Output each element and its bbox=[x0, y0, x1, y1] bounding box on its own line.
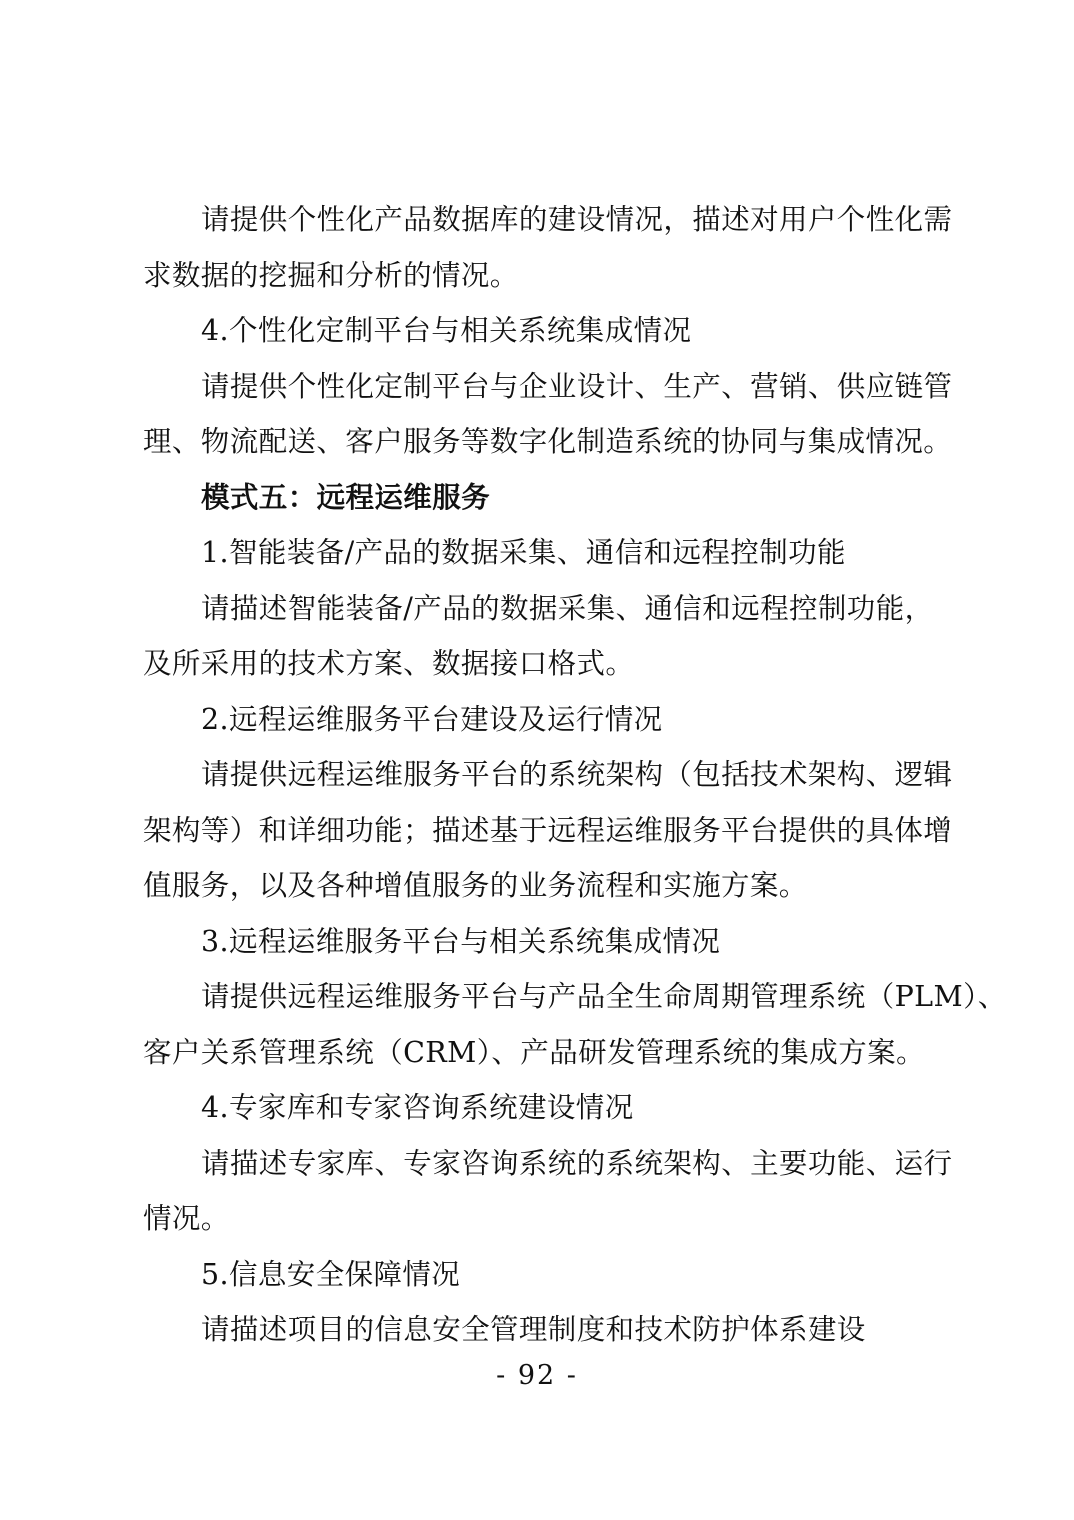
text-line: 3.远程运维服务平台与相关系统集成情况 bbox=[201, 924, 721, 958]
text-line: 请描述智能装备/产品的数据采集、通信和远程控制功能， bbox=[201, 591, 934, 625]
text-line: 求数据的挖掘和分析的情况。 bbox=[143, 258, 519, 292]
page-number: - 92 - bbox=[496, 1360, 578, 1391]
text-line: 5.信息安全保障情况 bbox=[201, 1257, 461, 1291]
text-line: 请描述专家库、专家咨询系统的系统架构、主要功能、运行 bbox=[201, 1146, 953, 1180]
section-heading: 模式五：远程运维服务 bbox=[201, 479, 491, 514]
text-line: 及所采用的技术方案、数据接口格式。 bbox=[143, 647, 635, 680]
text-line: 请提供个性化定制平台与企业设计、生产、营销、供应链管 bbox=[201, 369, 953, 403]
text-line: 值服务，以及各种增值服务的业务流程和实施方案。 bbox=[143, 869, 808, 902]
text-line: 请提供个性化产品数据库的建设情况，描述对用户个性化需 bbox=[201, 203, 953, 236]
text-line: 理、物流配送、客户服务等数字化制造系统的协同与集成情况。 bbox=[143, 425, 953, 458]
text-line: 请描述项目的信息安全管理制度和技术防护体系建设 bbox=[201, 1313, 866, 1346]
text-line: 4.专家库和专家咨询系统建设情况 bbox=[201, 1091, 634, 1124]
document-body bbox=[143, 192, 1007, 1358]
text-line: 请提供远程运维服务平台与产品全生命周期管理系统（PLM）、 bbox=[201, 980, 1007, 1013]
text-line: 情况。 bbox=[143, 1202, 230, 1235]
text-line: 请提供远程运维服务平台的系统架构（包括技术架构、逻辑 bbox=[201, 758, 953, 791]
text-line: 架构等）和详细功能；描述基于远程运维服务平台提供的具体增 bbox=[143, 813, 953, 847]
text-line: 客户关系管理系统（CRM）、产品研发管理系统的集成方案。 bbox=[143, 1035, 925, 1069]
text-line: 2.远程运维服务平台建设及运行情况 bbox=[201, 702, 663, 736]
text-line: 1.智能装备/产品的数据采集、通信和远程控制功能 bbox=[201, 536, 846, 569]
text-line: 4.个性化定制平台与相关系统集成情况 bbox=[201, 314, 692, 347]
